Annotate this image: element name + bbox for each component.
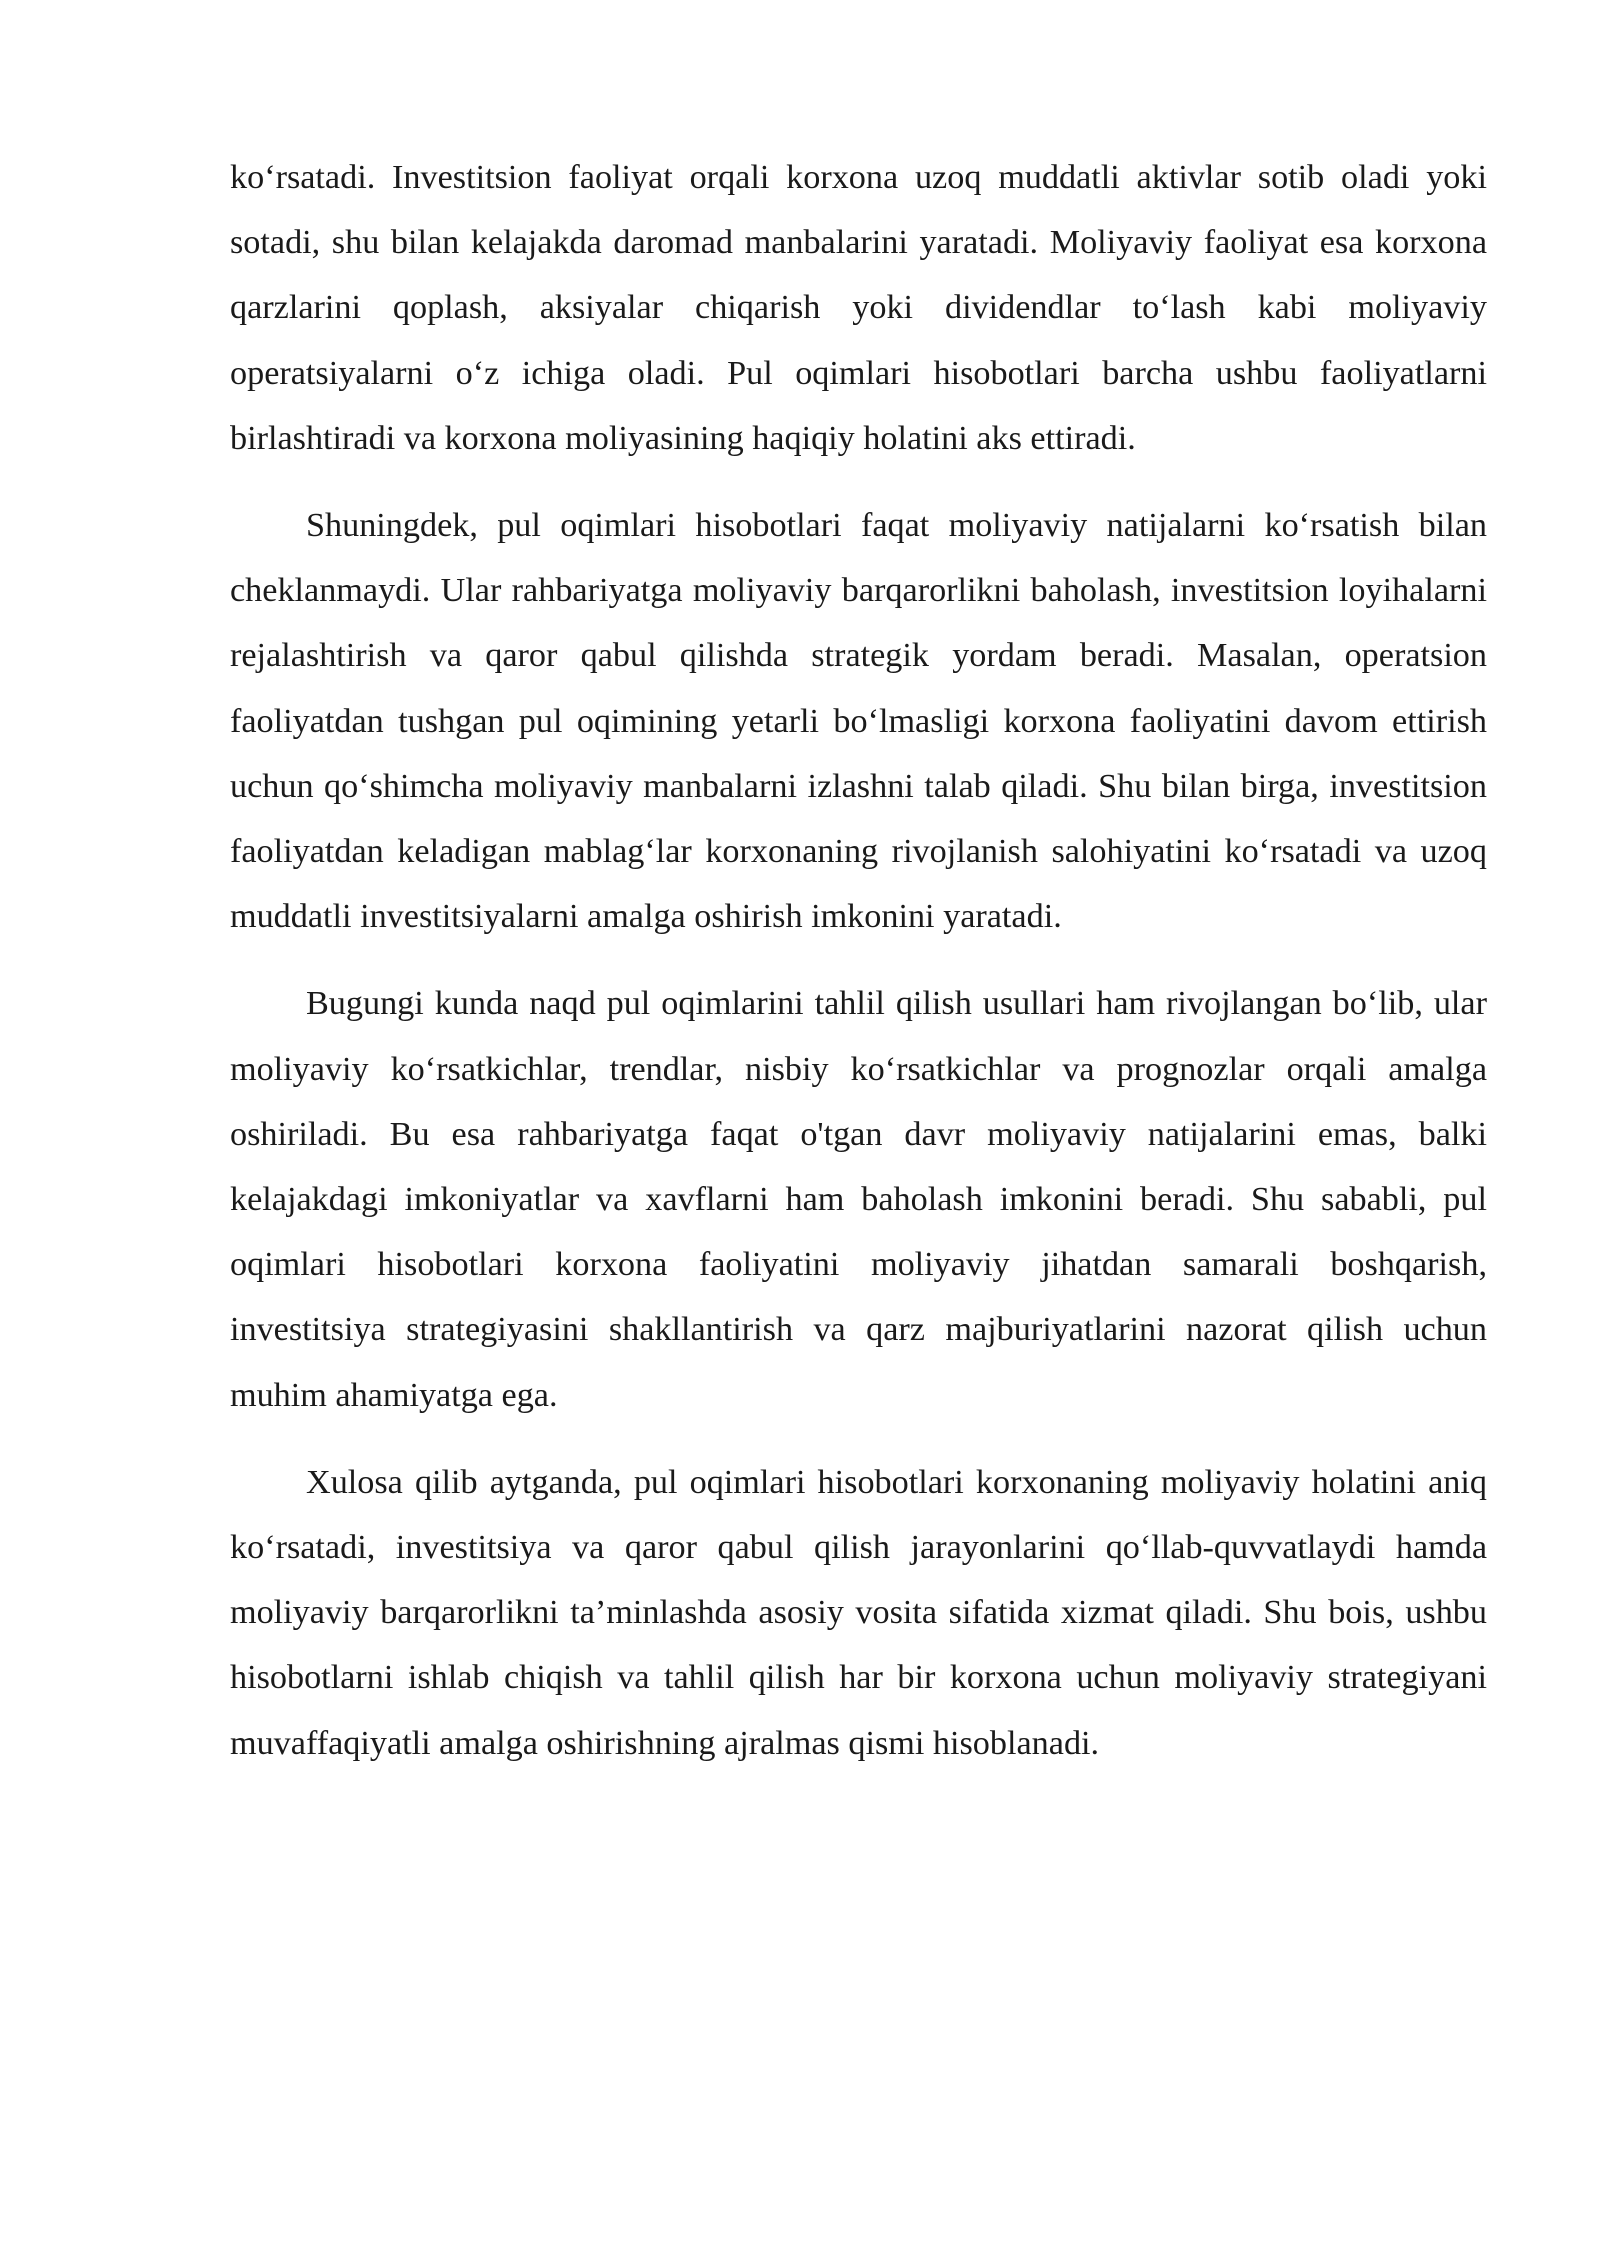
paragraph-investment-and-financing-activities: ko‘rsatadi. Investitsion faoliyat orqali korxona uzoq muddatli aktivlar sotib oladi yoki sotadi, shu bilan kelajakda daromad manbalarini yaratadi. Moliyaviy faoliyat esa korxona qarzlarini qoplash, aksiyalar chiqarish yoki dividendlar to‘lash kabi moliyaviy operatsiyalarni o‘z ichiga oladi. Pul oqimlari hisobotlari barcha ushbu faoliyatlarni birlashtiradi va korxona moliyasining haqiqiy holatini aks ettiradi.: [230, 159, 1487, 457]
document-body: [230, 145, 1487, 1776]
paragraph-strategic-role-of-cash-flow-reports: Shuningdek, pul oqimlari hisobotlari faqat moliyaviy natijalarni ko‘rsatish bilan cheklanmaydi. Ular rahbariyatga moliyaviy barqarorlikni baholash, investitsion loyihalarni rejalashtirish va qaror qabul qilishda strategik yordam beradi. Masalan, operatsion faoliyatdan tushgan pul oqimining yetarli bo‘lmasligi korxona faoliyatini davom ettirish uchun qo‘shimcha moliyaviy manbalarni izlashni talab qiladi. Shu bilan birga, investitsion faoliyatdan keladigan mablag‘lar korxonaning rivojlanish salohiyatini ko‘rsatadi va uzoq muddatli investitsiyalarni amalga oshirish imkonini yaratadi.: [230, 507, 1487, 936]
paragraph-cash-flow-analysis-methods: Bugungi kunda naqd pul oqimlarini tahlil qilish usullari ham rivojlangan bo‘lib, ular moliyaviy ko‘rsatkichlar, trendlar, nisbiy ko‘rsatkichlar va prognozlar orqali amalga oshiriladi. Bu esa rahbariyatga faqat o'tgan davr moliyaviy natijalarini emas, balki kelajakdagi imkoniyatlar va xavflarni ham baholash imkonini beradi. Shu sababli, pul oqimlari hisobotlari korxona faoliyatini moliyaviy jihatdan samarali boshqarish, investitsiya strategiyasini shakllantirish va qarz majburiyatlarini nazorat qilish uchun muhim ahamiyatga ega.: [230, 985, 1487, 1414]
paragraph-conclusion: Xulosa qilib aytganda, pul oqimlari hisobotlari korxonaning moliyaviy holatini aniq ko‘rsatadi, investitsiya va qaror qabul qilish jarayonlarini qo‘llab-quvvatlaydi hamda moliyaviy barqarorlikni ta’minlashda asosiy vosita sifatida xizmat qiladi. Shu bois, ushbu hisobotlarni ishlab chiqish va tahlil qilish har bir korxona uchun moliyaviy strategiyani muvaffaqiyatli amalga oshirishning ajralmas qismi hisoblanadi.: [230, 1463, 1487, 1762]
